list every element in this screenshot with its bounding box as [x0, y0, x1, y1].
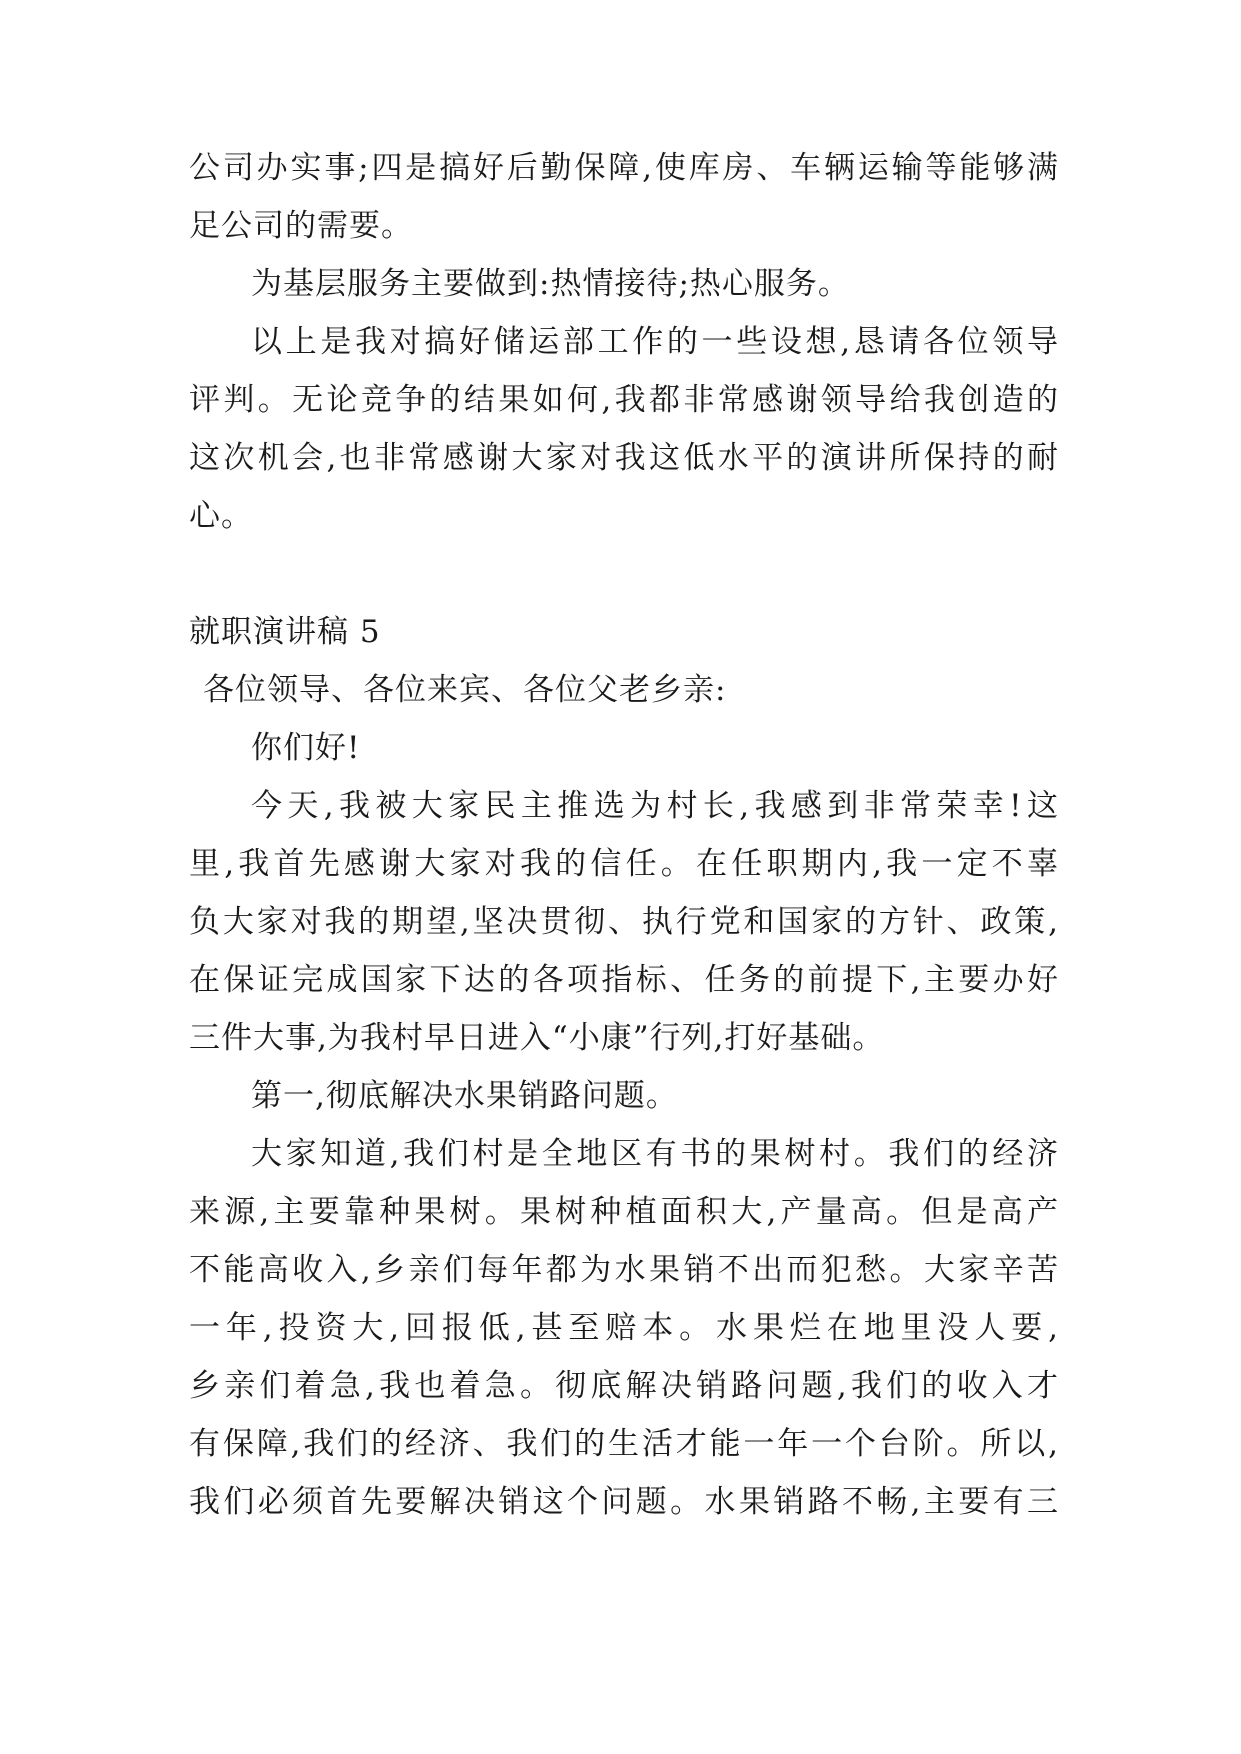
paragraph-line: 乡亲们着急,我也着急。彻底解决销路问题,我们的收入才 [189, 1368, 1059, 1404]
paragraph-line: 在保证完成国家下达的各项指标、任务的前提下,主要办好 [189, 962, 1059, 998]
paragraph-line: 三件大事,为我村早日进入“小康”行列,打好基础。 [189, 1020, 885, 1056]
paragraph-line: 评判。无论竞争的结果如何,我都非常感谢领导给我创造的 [189, 382, 1059, 418]
greeting: 你们好! [251, 730, 361, 766]
paragraph-line: 我们必须首先要解决销这个问题。水果销路不畅,主要有三 [189, 1484, 1059, 1520]
paragraph-line: 今天,我被大家民主推选为村长,我感到非常荣幸!这 [251, 788, 1059, 824]
paragraph-line: 不能高收入,乡亲们每年都为水果销不出而犯愁。大家辛苦 [189, 1252, 1059, 1288]
paragraph-line: 一年,投资大,回报低,甚至赔本。水果烂在地里没人要, [189, 1310, 1059, 1346]
paragraph-line: 足公司的需要。 [189, 208, 413, 244]
paragraph-line: 公司办实事;四是搞好后勤保障,使库房、车辆运输等能够满 [189, 150, 1059, 186]
paragraph-line: 有保障,我们的经济、我们的生活才能一年一个台阶。所以, [189, 1426, 1059, 1462]
paragraph-line: 心。 [189, 498, 253, 534]
paragraph-line: 这次机会,也非常感谢大家对我这低水平的演讲所保持的耐 [189, 440, 1059, 476]
paragraph-line: 来源,主要靠种果树。果树种植面积大,产量高。但是高产 [189, 1194, 1059, 1230]
salutation: 各位领导、各位来宾、各位父老乡亲: [203, 672, 727, 708]
point-heading: 第一,彻底解决水果销路问题。 [251, 1078, 678, 1114]
paragraph-line: 以上是我对搞好储运部工作的一些设想,恳请各位领导 [251, 324, 1059, 360]
paragraph-line: 负大家对我的期望,坚决贯彻、执行党和国家的方针、政策, [189, 904, 1059, 940]
paragraph-line: 大家知道,我们村是全地区有书的果树村。我们的经济 [251, 1136, 1059, 1172]
section-title: 就职演讲稿 5 [189, 614, 381, 650]
paragraph-line: 为基层服务主要做到:热情接待;热心服务。 [251, 266, 850, 302]
paragraph-line: 里,我首先感谢大家对我的信任。在任职期内,我一定不辜 [189, 846, 1059, 882]
